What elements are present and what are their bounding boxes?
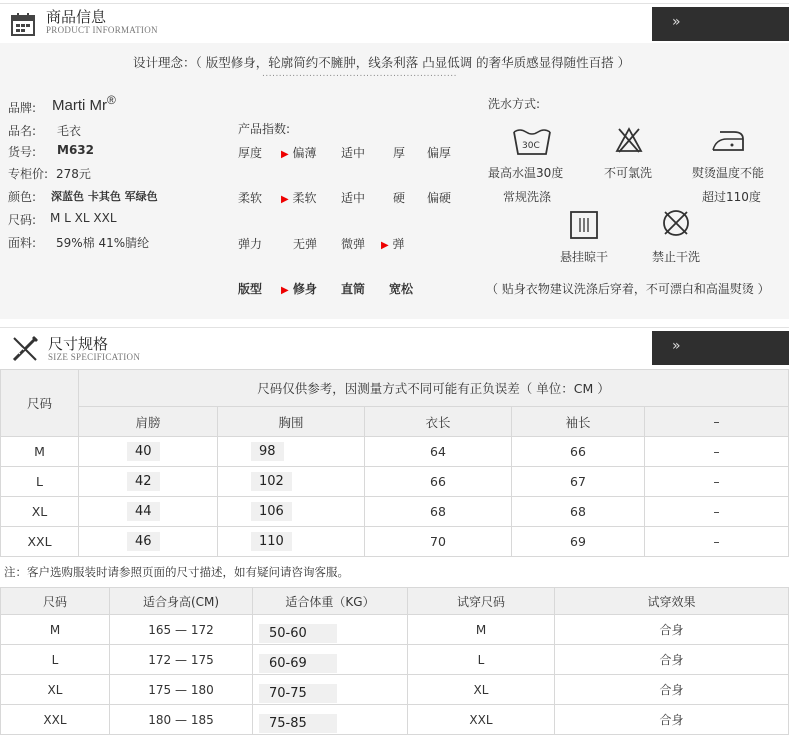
sku-label: 货号: [8,145,37,159]
value-cell: 68 [365,497,512,527]
iron-icon [710,127,746,153]
selected-marker-icon: ▶ [281,285,289,296]
tried-size-cell: XL [408,675,555,705]
wash-note: （ 贴身衣物建议洗涤后穿着，不可漂白和高温熨烫 ） [486,282,770,296]
size-spec-header [0,327,789,370]
size-corner-header: 尺码 [1,370,79,437]
column-header: 试穿尺码 [408,588,555,615]
value-cell: 68 [512,497,645,527]
fabric-value: 59%棉 41%腈纶 [56,236,150,250]
value-cell: 98 [218,437,365,467]
softness-option: 硬 [393,191,406,205]
wash-item-line1: 最高水温30度 [488,166,564,180]
column-header: 适合体重（KG） [253,588,408,615]
fit-result-cell: 合身 [555,705,789,735]
wash-30-icon [512,126,552,156]
value-cell: 106 [218,497,365,527]
no-bleach-icon [614,126,644,154]
table-row [1,437,789,467]
value-cell: 64 [365,437,512,467]
size-cell: L [1,467,79,497]
color-label: 颜色: [8,190,37,204]
softness-option-selected: ▶ 柔软 [281,191,317,205]
elasticity-option: 无弹 [293,237,318,251]
value-cell: 69 [512,527,645,557]
color-value: 深蓝色 卡其色 军绿色 [51,190,158,203]
value-cell: 66 [512,437,645,467]
table-row [1,467,789,497]
size-cell: M [1,437,79,467]
column-header: – [645,407,789,437]
fit-table [0,587,789,735]
value-cell: – [645,437,789,467]
weight-cell: 50-60 [253,615,408,645]
value-cell: – [645,527,789,557]
fit-option: 宽松 [389,282,414,296]
wash-item-line1: 不可氯洗 [604,166,653,180]
value-cell: 70 [365,527,512,557]
fit-result-cell: 合身 [555,615,789,645]
value-cell: 66 [365,467,512,497]
selected-marker-icon: ▶ [281,194,289,205]
no-tumble-dry-icon [660,207,692,239]
size-table-note: 尺码仅供参考，因测量方式不同可能有正负误差（ 单位：CM ） [79,370,789,407]
size-value: M L XL XXL [50,211,117,225]
fit-size-cell: XXL [1,705,110,735]
value-cell: 67 [512,467,645,497]
height-cell: 175 — 180 [110,675,253,705]
table-row [1,705,789,735]
value-cell: 44 [79,497,218,527]
size-cell: XXL [1,527,79,557]
price-label: 专柜价: [8,167,49,181]
section-title: 商品信息 [46,8,107,26]
selected-marker-icon: ▶ [381,240,389,251]
expand-button[interactable] [652,331,789,365]
ruler-pencil-icon [10,334,40,364]
name-label: 品名: [8,124,37,138]
indices-title: 产品指数: [238,122,291,136]
dotted-divider: .......................................................... [262,69,457,79]
height-cell: 180 — 185 [110,705,253,735]
column-header: 试穿效果 [555,588,789,615]
column-header: 袖长 [512,407,645,437]
weight-cell: 75-85 [253,705,408,735]
column-header: 尺码 [1,588,110,615]
height-cell: 172 — 175 [110,645,253,675]
wash-item-line2: 超过110度 [702,190,761,204]
elasticity-label: 弹力 [238,237,263,251]
weight-cell: 60-69 [253,645,408,675]
fit-size-cell: XL [1,675,110,705]
softness-option: 偏硬 [427,191,452,205]
fit-option: 直筒 [341,282,366,296]
fit-result-cell: 合身 [555,675,789,705]
section-subtitle: SIZE SPECIFICATION [48,352,141,362]
value-cell: – [645,497,789,527]
fabric-label: 面料: [8,236,37,250]
wash-title: 洗水方式: [488,97,541,111]
table-row [1,645,789,675]
elasticity-option: 微弹 [341,237,366,251]
expand-button[interactable] [652,7,789,41]
column-header: 适合身高(CM) [110,588,253,615]
design-concept: 设计理念：（ 版型修身，轮廓简约不臃肿，线条利落 凸显低调 的奢华质感显得随性百搭 ） [133,55,631,70]
fit-size-cell: L [1,645,110,675]
tried-size-cell: XXL [408,705,555,735]
table-row [1,527,789,557]
table-row [1,675,789,705]
wash-item-line2: 常规洗涤 [503,190,552,204]
value-cell: 102 [218,467,365,497]
wash-item-line1: 禁止干洗 [652,250,701,264]
name-value: 毛衣 [57,124,82,138]
calendar-icon [10,11,36,37]
sku-value: M632 [57,143,94,157]
elasticity-option-selected: ▶ 弹 [381,237,405,251]
table-row [1,615,789,645]
size-cell: XL [1,497,79,527]
value-cell: 46 [79,527,218,557]
double-chevron-right-icon: » [672,14,681,30]
brand-value: Marti Mr® [52,93,116,114]
thickness-option-selected: ▶ 偏薄 [281,146,317,160]
hang-dry-icon [569,210,599,240]
column-header: 衣长 [365,407,512,437]
table-row [1,497,789,527]
softness-option: 适中 [341,191,366,205]
price-value: 278元 [56,167,91,181]
weight-cell: 70-75 [253,675,408,705]
softness-label: 柔软 [238,191,263,205]
thickness-option: 适中 [341,146,366,160]
column-header: 胸围 [218,407,365,437]
thickness-label: 厚度 [238,146,263,160]
tried-size-cell: L [408,645,555,675]
size-label: 尺码: [8,213,37,227]
value-cell: 42 [79,467,218,497]
svg-text:30C: 30C [522,141,540,151]
value-cell: 110 [218,527,365,557]
brand-label: 品牌: [8,101,37,115]
fit-size-cell: M [1,615,110,645]
size-table [0,369,789,557]
fit-option-selected: ▶ 修身 [281,282,317,296]
fit-result-cell: 合身 [555,645,789,675]
product-info-header [0,3,789,45]
thickness-option: 偏厚 [427,146,452,160]
double-chevron-right-icon: » [672,338,681,354]
column-header: 肩膀 [79,407,218,437]
wash-item-line1: 悬挂晾干 [560,250,609,264]
selected-marker-icon: ▶ [281,149,289,160]
height-cell: 165 — 172 [110,615,253,645]
value-cell: 40 [79,437,218,467]
section-subtitle: PRODUCT INFORMATION [46,25,158,35]
fit-label: 版型 [238,282,263,296]
value-cell: – [645,467,789,497]
thickness-option: 厚 [393,146,406,160]
product-info-panel [0,43,789,319]
wash-item-line1: 熨烫温度不能 [692,166,765,180]
section-title: 尺寸规格 [48,335,109,353]
footnote: 注：客户选购服装时请参照页面的尺寸描述，如有疑问请咨询客服。 [4,565,349,579]
tried-size-cell: M [408,615,555,645]
